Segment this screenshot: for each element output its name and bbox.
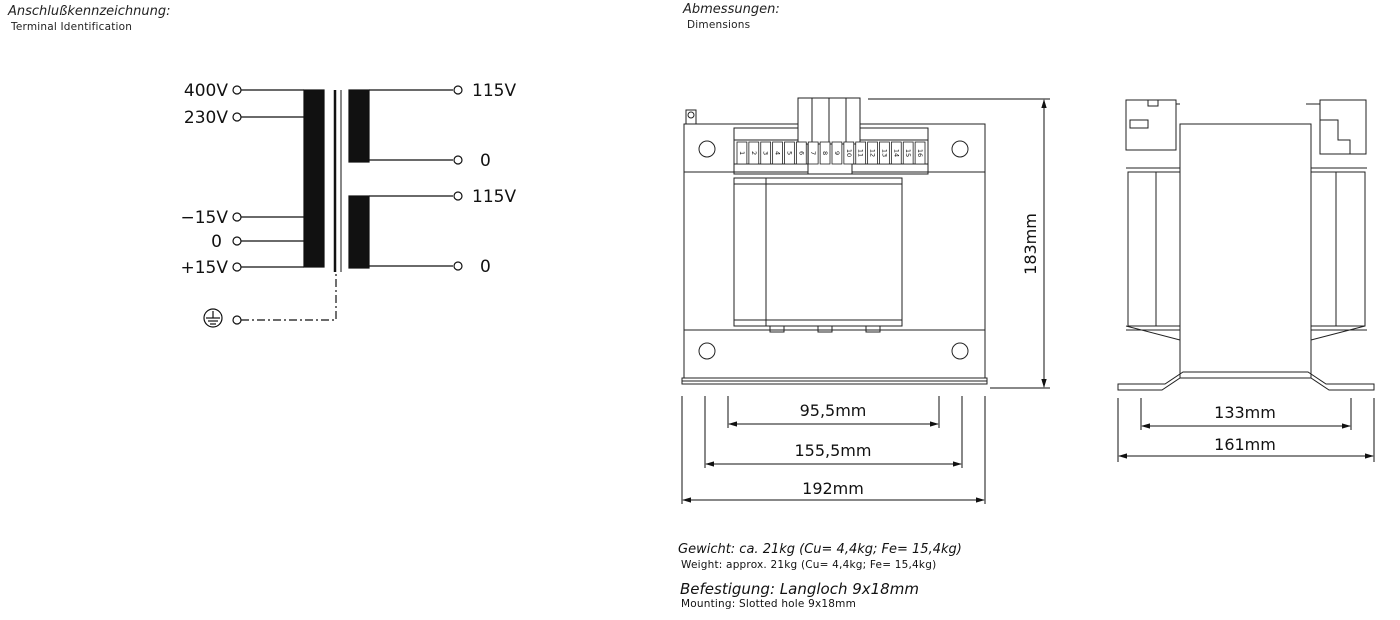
dimensions-title-en: Dimensions: [687, 19, 751, 31]
front-coil: [734, 178, 902, 326]
terminal-number: 11: [856, 148, 865, 158]
label-115v-a: 115V: [472, 81, 517, 101]
primary-winding: [304, 90, 324, 267]
terminal-number: 8: [821, 150, 830, 156]
protective-earth-icon: [204, 309, 222, 327]
dim-161: 161mm: [1214, 435, 1276, 454]
label-minus15v: −15V: [180, 208, 228, 228]
terminal-number: 15: [904, 148, 913, 158]
terminal-plus15v: [233, 263, 241, 271]
terminal-number: 16: [916, 148, 925, 158]
terminal-title-de: Anschlußkennzeichnung:: [8, 4, 171, 19]
terminal-number: 13: [880, 148, 889, 158]
earth-connection: [241, 272, 336, 320]
side-view: [1118, 100, 1374, 390]
terminal-0-b: [454, 262, 462, 270]
terminal-earth: [233, 316, 241, 324]
terminal-number: 10: [844, 148, 853, 158]
weight-en: Weight: approx. 21kg (Cu= 4,4kg; Fe= 15,4kg): [681, 559, 937, 571]
terminal-number: 4: [773, 150, 782, 156]
weight-de: Gewicht: ca. 21kg (Cu= 4,4kg; Fe= 15,4kg): [678, 542, 962, 557]
label-115v-b: 115V: [472, 187, 517, 207]
label-400v: 400V: [183, 81, 228, 101]
terminal-number: 1: [737, 150, 746, 156]
side-base: [1118, 372, 1374, 390]
terminal-0-a: [454, 156, 462, 164]
dim-133: 133mm: [1214, 403, 1276, 422]
label-230v: 230V: [183, 108, 228, 128]
terminal-number: 14: [892, 148, 901, 158]
label-0-a: 0: [480, 151, 491, 171]
side-coil-right: [1311, 172, 1365, 326]
dimensions-title-de: Abmessungen:: [683, 2, 780, 17]
terminal-number: 9: [832, 150, 841, 156]
side-coil-left: [1128, 172, 1180, 326]
dim-155-5: 155,5mm: [794, 441, 872, 460]
mounting-hole: [699, 343, 715, 359]
label-0-primary: 0: [211, 232, 222, 252]
terminal-230v: [233, 113, 241, 121]
terminal-minus15v: [233, 213, 241, 221]
dim-95-5: 95,5mm: [799, 401, 867, 420]
terminal-115v-a: [454, 86, 462, 94]
side-terminal-left: [1126, 100, 1176, 150]
mounting-hole: [699, 141, 715, 157]
terminal-number: 5: [785, 150, 794, 156]
terminal-number: 12: [868, 148, 877, 158]
terminal-number: 3: [761, 150, 770, 156]
terminal-title-en: Terminal Identification: [11, 21, 133, 33]
terminal-0-primary: [233, 237, 241, 245]
side-terminal-right: [1320, 100, 1366, 154]
side-core: [1180, 124, 1311, 378]
terminal-400v: [233, 86, 241, 94]
mounting-hole: [952, 141, 968, 157]
front-view: [682, 98, 987, 384]
terminal-number: 7: [809, 150, 818, 156]
secondary-winding-2: [349, 196, 369, 268]
schematic: [241, 90, 453, 320]
terminal-115v-b: [454, 192, 462, 200]
dim-183: 183mm: [1021, 213, 1040, 275]
mounting-en: Mounting: Slotted hole 9x18mm: [681, 598, 857, 610]
label-plus15v: +15V: [180, 258, 228, 278]
terminal-circles: [233, 86, 462, 324]
mounting-de: Befestigung: Langloch 9x18mm: [680, 580, 919, 598]
mounting-hole: [952, 343, 968, 359]
secondary-winding-1: [349, 90, 369, 162]
dim-192: 192mm: [802, 479, 864, 498]
label-0-b: 0: [480, 257, 491, 277]
terminal-number: 6: [797, 150, 806, 156]
terminal-number: 2: [749, 150, 758, 156]
